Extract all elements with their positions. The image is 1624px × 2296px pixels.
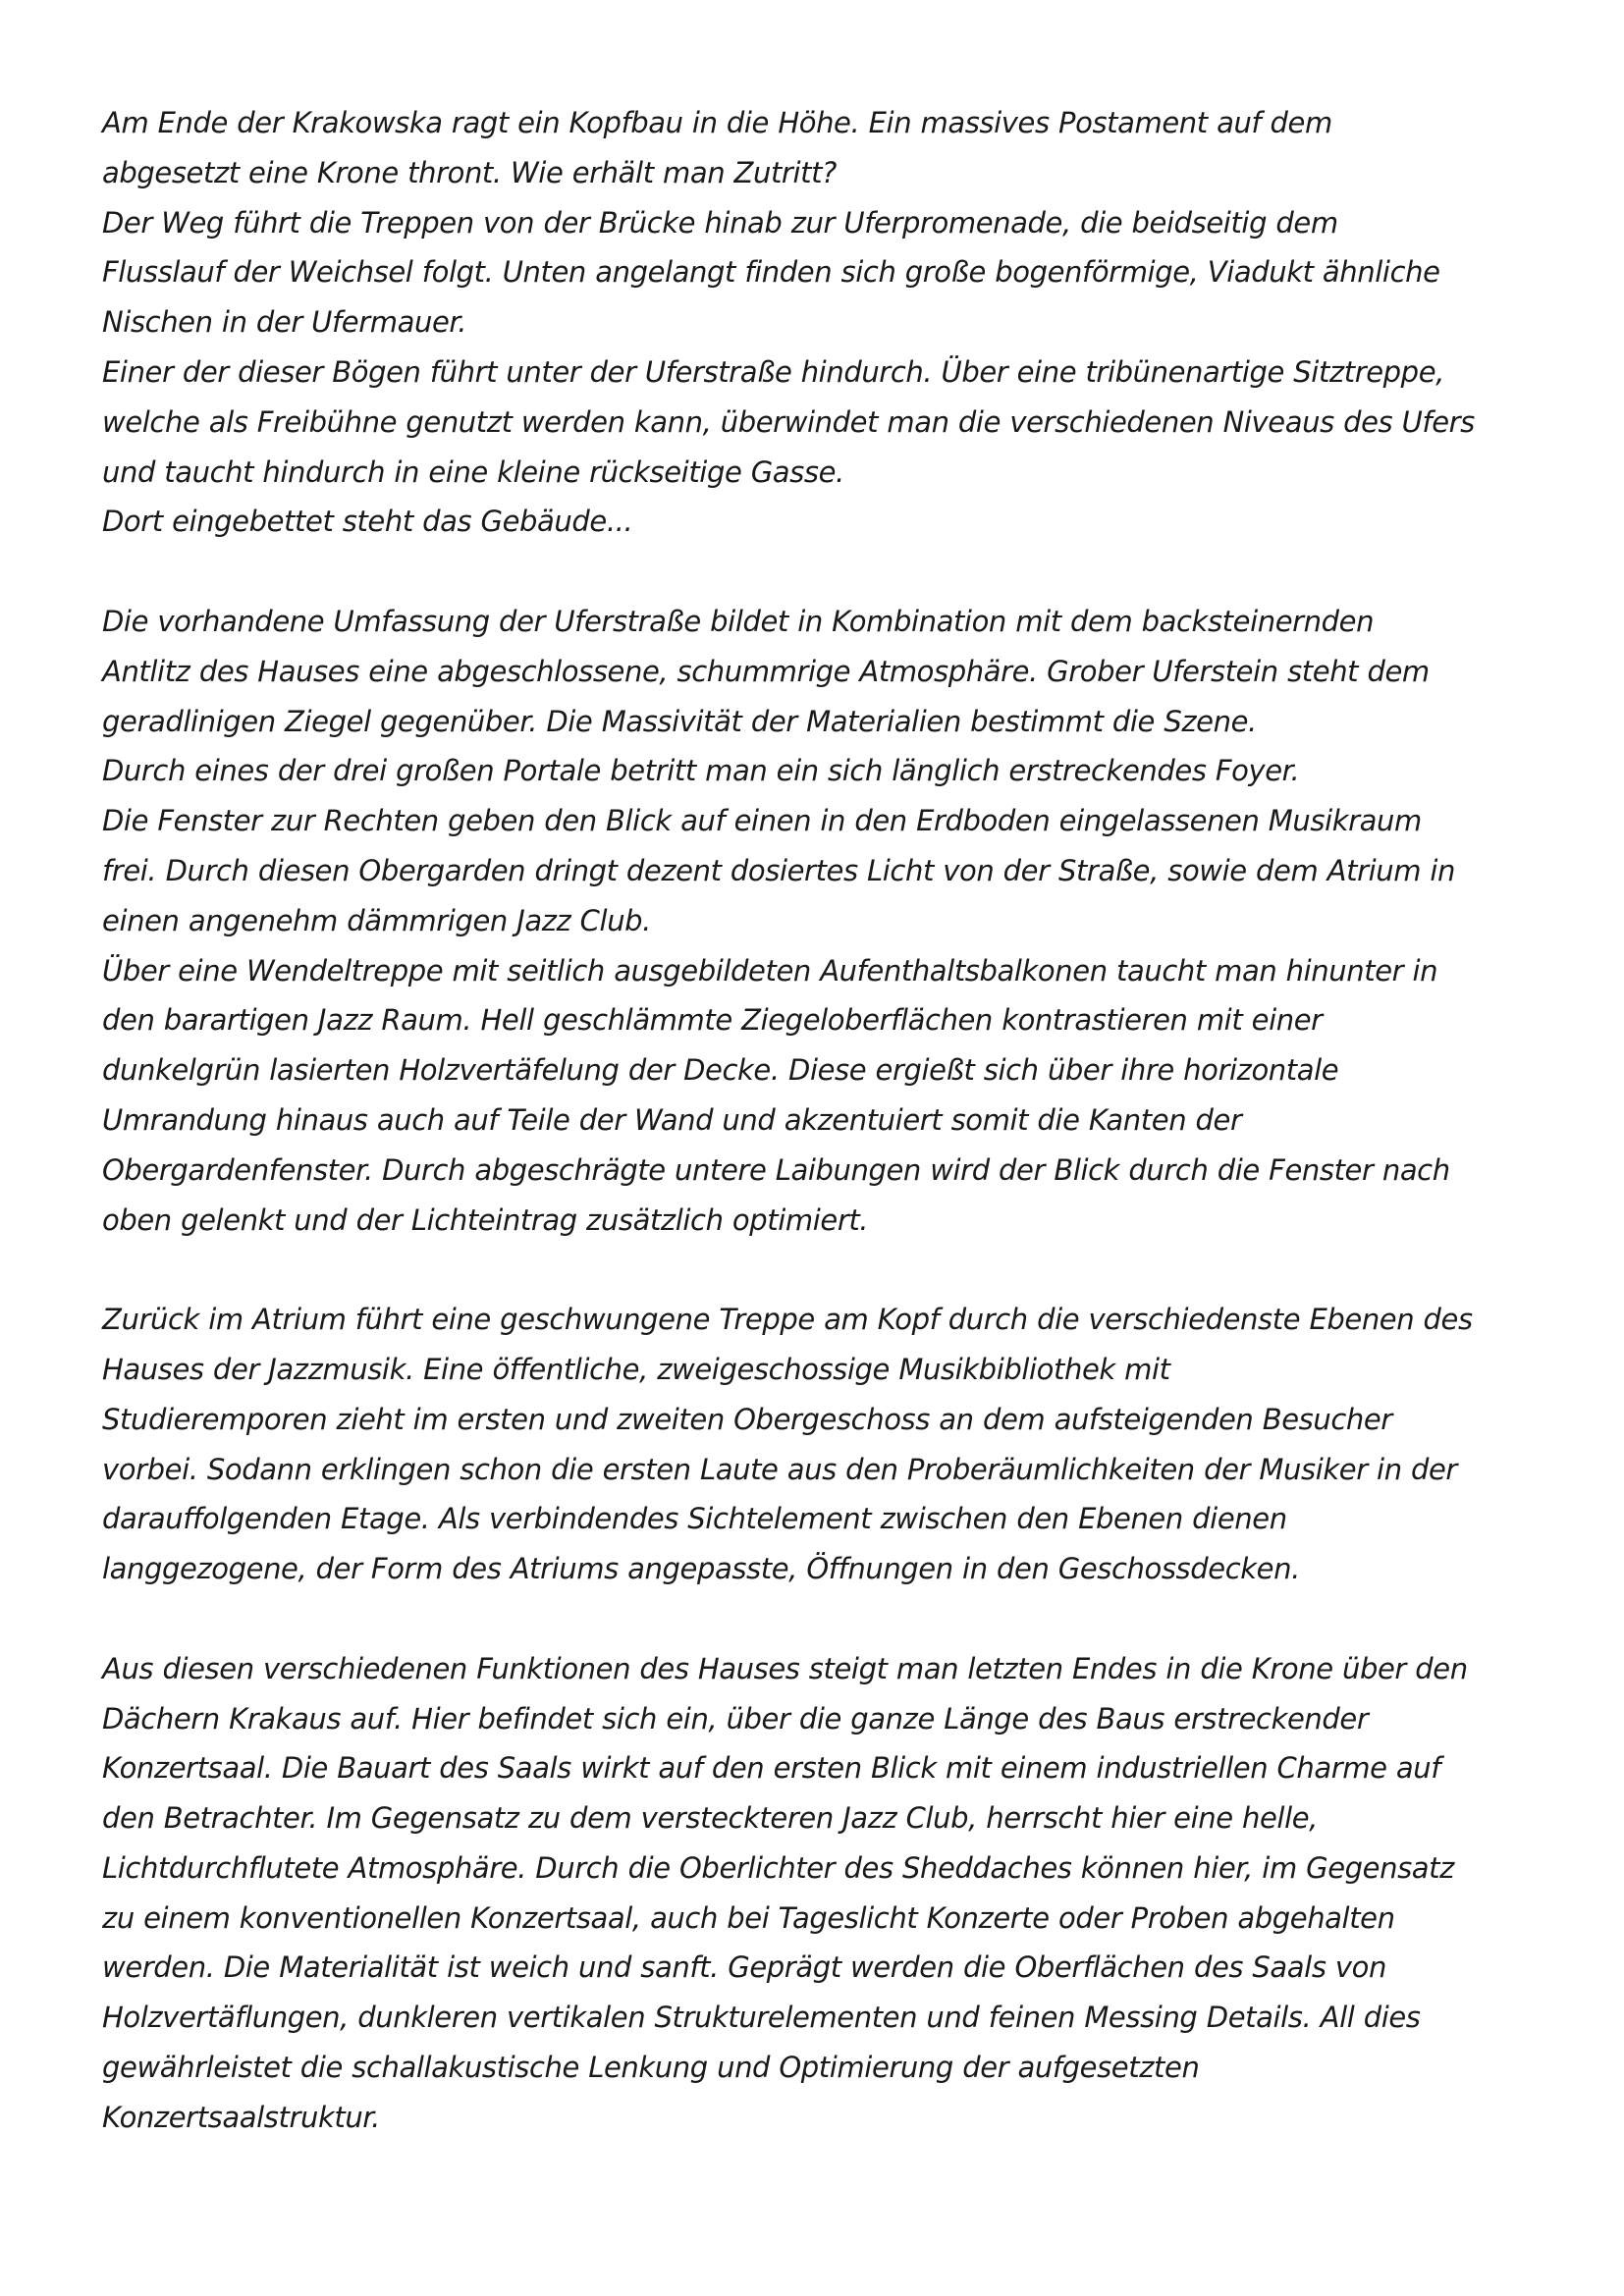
text-line: abgesetzt eine Krone thront. Wie erhält man Zutritt? — [102, 155, 838, 189]
text-line: Konzertsaalstruktur. — [102, 2100, 380, 2134]
text-line: Flusslauf der Weichsel folgt. Unten angelangt finden sich große bogenförmige, Viadukt ähnliche — [102, 255, 1440, 290]
text-line: frei. Durch diesen Obergarden dringt dezent dosiertes Licht von der Straße, sowie dem Atrium in — [102, 853, 1456, 887]
text-line: Hauses der Jazzmusik. Eine öffentliche, zweigeschossige Musikbibliothek mit — [102, 1352, 1170, 1386]
text-line: und taucht hindurch in eine kleine rückseitige Gasse. — [102, 454, 844, 489]
paragraph-atrium — [102, 1295, 1545, 1594]
text-line: Konzertsaal. Die Bauart des Saals wirkt auf den ersten Blick mit einem industriellen Charme auf — [102, 1751, 1441, 1786]
text-line: oben gelenkt und der Lichteintrag zusätzlich optimiert. — [102, 1202, 869, 1237]
text-line: Antlitz des Hauses eine abgeschlossene, schummrige Atmosphäre. Grober Uferstein steht dem — [102, 654, 1430, 688]
text-line: Dächern Krakaus auf. Hier befindet sich ein, über die ganze Länge des Baus erstreckender — [102, 1701, 1369, 1735]
text-line: darauffolgenden Etage. Als verbindendes Sichtelement zwischen den Ebenen dienen — [102, 1502, 1287, 1536]
text-line: den barartigen Jazz Raum. Hell geschlämmte Ziegeloberflächen kontrastieren mit einer — [102, 1003, 1323, 1038]
text-line: Durch eines der drei großen Portale betritt man ein sich länglich erstreckendes Foyer. — [102, 754, 1300, 788]
text-line: Lichtdurchflutete Atmosphäre. Durch die Oberlichter des Sheddaches können hier, im Gegensatz — [102, 1850, 1454, 1885]
text-line: welche als Freibühne genutzt werden kann, überwindet man die verschiedenen Niveaus des Ufers — [102, 404, 1475, 439]
text-line: geradlinigen Ziegel gegenüber. Die Massivität der Materialien bestimmt die Szene. — [102, 704, 1257, 738]
text-line: Über eine Wendeltreppe mit seitlich ausgebildeten Aufenthaltsbalkonen taucht man hinunter in — [102, 953, 1438, 988]
text-line: Aus diesen verschiedenen Funktionen des Hauses steigt man letzten Endes in die Krone über den — [102, 1651, 1468, 1685]
text-line: vorbei. Sodann erklingen schon die ersten Laute aus den Proberäumlichkeiten der Musiker in der — [102, 1452, 1457, 1486]
text-line: Einer der dieser Bögen führt unter der Uferstraße hindurch. Über eine tribünenartige Sitztreppe, — [102, 354, 1444, 389]
text-line: Die vorhandene Umfassung der Uferstraße bildet in Kombination mit dem backsteinernden — [102, 604, 1375, 638]
document-page — [102, 98, 1545, 2143]
text-line: den Betrachter. Im Gegensatz zu dem versteckteren Jazz Club, herrscht hier eine helle, — [102, 1801, 1318, 1836]
text-line: Der Weg führt die Treppen von der Brücke hinab zur Uferpromenade, die beidseitig dem — [102, 205, 1338, 240]
text-line: Nischen in der Ufermauer. — [102, 305, 467, 340]
text-line: Obergardenfenster. Durch abgeschrägte untere Laibungen wird der Blick durch die Fenster nach — [102, 1152, 1450, 1187]
text-line: Am Ende der Krakowska ragt ein Kopfbau in die Höhe. Ein massives Postament auf dem — [102, 106, 1332, 139]
paragraph-concert-hall — [102, 1644, 1545, 2143]
text-line: Umrandung hinaus auch auf Teile der Wand und akzentuiert somit die Kanten der — [102, 1102, 1242, 1137]
text-line: werden. Die Materialität ist weich und sanft. Geprägt werden die Oberflächen des Saals von — [102, 1950, 1386, 1985]
text-line: zu einem konventionellen Konzertsaal, auch bei Tageslicht Konzerte oder Proben abgehalten — [102, 1900, 1395, 1935]
paragraph-jazz-club — [102, 597, 1545, 1245]
text-line: Dort eingebettet steht das Gebäude... — [102, 505, 633, 539]
text-line: Studieremporen zieht im ersten und zweiten Obergeschoss an dem aufsteigenden Besucher — [102, 1402, 1392, 1436]
text-line: Die Fenster zur Rechten geben den Blick auf einen in den Erdboden eingelassenen Musikraum — [102, 804, 1422, 838]
text-line: Holzvertäflungen, dunkleren vertikalen Strukturelementen und feinen Messing Details. All dies — [102, 2001, 1421, 2035]
text-line: einen angenehm dämmrigen Jazz Club. — [102, 903, 651, 937]
text-line: dunkelgrün lasierten Holzvertäfelung der Decke. Diese ergießt sich über ihre horizontale — [102, 1053, 1339, 1088]
paragraph-arrival — [102, 98, 1545, 547]
text-line: langgezogene, der Form des Atriums angepasste, Öffnungen in den Geschossdecken. — [102, 1552, 1300, 1586]
text-line: Zurück im Atrium führt eine geschwungene Treppe am Kopf durch die verschiedenste Ebenen des — [102, 1303, 1473, 1337]
text-line: gewährleistet die schallakustische Lenkung und Optimierung der aufgesetzten — [102, 2051, 1200, 2085]
